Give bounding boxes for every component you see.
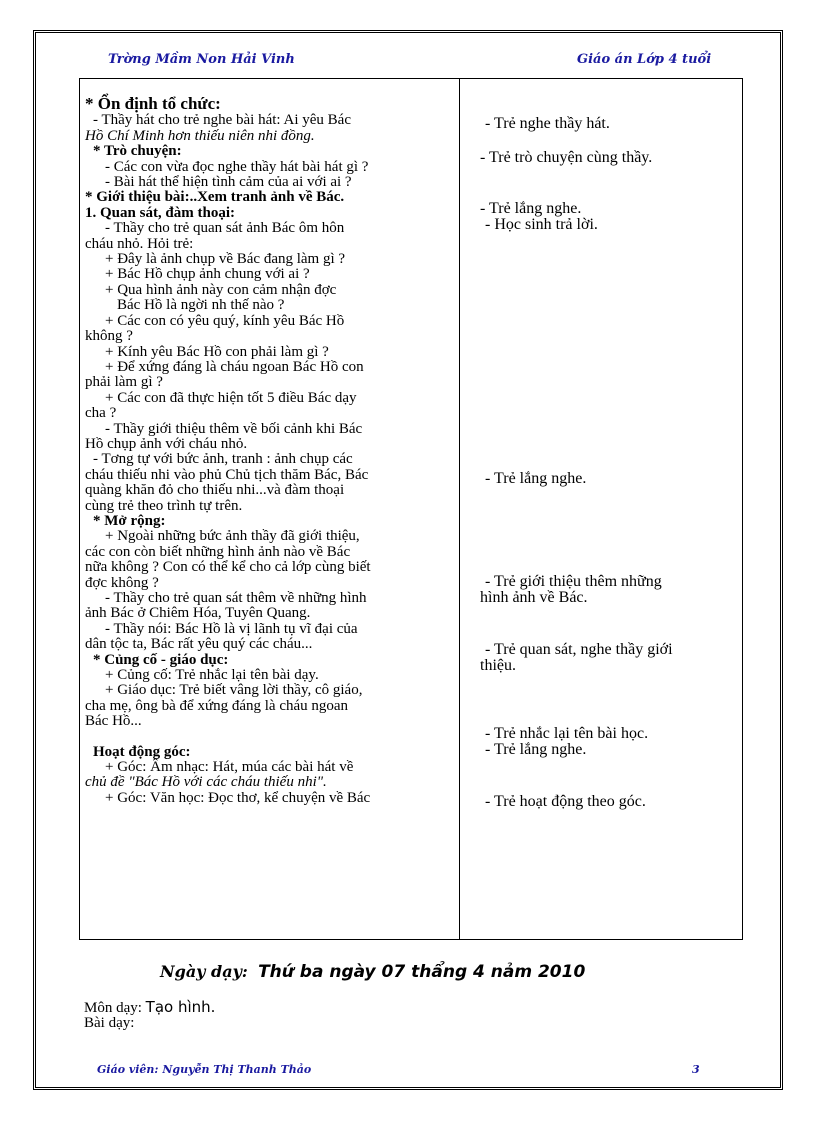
- question-line: + Các con có yêu quý, kính yêu Bác Hồ: [105, 312, 345, 329]
- subject-block: [84, 1000, 215, 1031]
- child-response: hình ảnh về Bác.: [480, 589, 588, 606]
- text-line: + Góc: Âm nhạc: Hát, múa các bài hát về: [105, 759, 354, 776]
- text-line: Bác Hồ...: [85, 713, 142, 730]
- lesson-plan-title: Giáo án Lớp 4 tuổi: [577, 52, 712, 67]
- question-line: + Đây là ảnh chụp về Bác đang làm gì ?: [105, 251, 346, 268]
- date-label: Ngày dạy:: [160, 962, 248, 981]
- text-line: - Các con vừa đọc nghe thầy hát bài hát gì ?: [105, 158, 369, 175]
- text-line: ảnh Bác ở Chiêm Hóa, Tuyên Quang.: [85, 605, 311, 622]
- section-heading: * Củng cố - giáo dục:: [93, 651, 229, 668]
- child-response: - Trẻ giới thiệu thêm những: [485, 573, 662, 590]
- question-line: phải làm gì ?: [85, 374, 163, 391]
- question-line: không ?: [85, 328, 133, 345]
- column-divider: [459, 79, 460, 939]
- lesson-label: Bài dạy:: [84, 1015, 135, 1031]
- text-line: cha mẹ, ông bà để xứng đáng là cháu ngoan: [85, 697, 349, 714]
- child-response: - Trẻ lắng nghe.: [485, 741, 587, 758]
- text-line: quàng khăn đỏ cho thiếu nhi...và đàm thoại: [85, 482, 345, 499]
- text-line: + Góc: Văn học: Đọc thơ, kể chuyện về Bác: [105, 789, 371, 806]
- text-line: - Thầy giới thiệu thêm về bối cảnh khi Bác: [105, 420, 363, 437]
- page-number: 3: [692, 1063, 700, 1076]
- section-heading: * Trò chuyện:: [93, 143, 182, 160]
- child-response: - Trẻ lắng nghe.: [485, 470, 587, 487]
- song-title-line: Hồ Chí Minh hơn thiếu niên nhi đồng.: [85, 127, 315, 144]
- question-line: Bác Hồ là ngời nh thế nào ?: [117, 297, 285, 314]
- text-line: cháu nhỏ. Hỏi trẻ:: [85, 235, 194, 252]
- child-response: - Trẻ nhắc lại tên bài học.: [485, 725, 649, 742]
- child-response: - Trẻ lắng nghe.: [480, 200, 582, 217]
- text-line: - Thầy cho trẻ quan sát ảnh Bác ôm hôn: [105, 220, 345, 237]
- teaching-date: [160, 962, 585, 982]
- child-response: thiệu.: [480, 657, 516, 674]
- text-line: nữa không ? Con có thể kể cho cả lớp cùng biết: [85, 559, 371, 576]
- section-heading: Hoạt động góc:: [93, 743, 191, 760]
- child-response: - Trẻ hoạt động theo góc.: [485, 793, 646, 810]
- child-response: - Học sinh trả lời.: [485, 216, 598, 233]
- section-heading: * Mở rộng:: [93, 512, 166, 529]
- question-line: + Để xứng đáng là cháu ngoan Bác Hồ con: [105, 358, 364, 375]
- section-heading: 1. Quan sát, đàm thoại:: [85, 204, 236, 221]
- lesson-table: [79, 78, 743, 940]
- text-line: + Giáo dục: Trẻ biết vâng lời thầy, cô giáo,: [105, 682, 363, 699]
- text-line: Hồ chụp ảnh với cháu nhỏ.: [85, 435, 248, 452]
- text-line: + Củng cố: Trẻ nhắc lại tên bài dạy.: [105, 667, 319, 684]
- text-line: - Bài hát thể hiện tình cảm của ai với ai ?: [105, 174, 352, 191]
- text-line: - Thầy hát cho trẻ nghe bài hát: Ai yêu Bác: [93, 112, 351, 129]
- child-response: - Trẻ trò chuyện cùng thầy.: [480, 149, 653, 166]
- text-line: chủ đề "Bác Hồ với các cháu thiếu nhi".: [85, 774, 327, 791]
- text-line: cùng trẻ theo trình tự trên.: [85, 497, 243, 514]
- text-line: - Tơng tự với bức ảnh, tranh : ảnh chụp các: [93, 451, 353, 468]
- subject-label: Môn dạy:: [84, 1000, 142, 1016]
- section-heading: * Giới thiệu bài:..Xem tranh ảnh về Bác.: [85, 189, 345, 206]
- text-line: + Ngoài những bức ảnh thầy đã giới thiệu,: [105, 528, 360, 545]
- text-line: đợc không ?: [85, 574, 159, 591]
- child-response: - Trẻ quan sát, nghe thầy giới: [485, 641, 673, 658]
- question-line: + Kính yêu Bác Hồ con phải làm gì ?: [105, 343, 329, 360]
- question-line: + Qua hình ảnh này con cảm nhận đợc: [105, 281, 337, 298]
- date-value: Thứ ba ngày 07 thẩng 4 nảm 2010: [258, 962, 586, 982]
- text-line: dân tộc ta, Bác rất yêu quý các cháu...: [85, 636, 313, 653]
- school-name: Trờng Mầm Non Hải Vinh: [108, 52, 295, 67]
- text-line: cháu thiếu nhi vào phủ Chủ tịch thăm Bác, Bác: [85, 466, 369, 483]
- question-line: cha ?: [85, 405, 117, 422]
- text-line: - Thầy cho trẻ quan sát thêm về những hình: [105, 590, 367, 606]
- teacher-name: Giáo viên: Nguyễn Thị Thanh Thảo: [97, 1063, 312, 1076]
- subject-value: Tạo hình.: [145, 998, 216, 1016]
- section-heading: * Ổn định tổ chức:: [85, 94, 221, 113]
- text-line: các con còn biết những hình ảnh nào về Bác: [85, 543, 351, 560]
- teacher-activity-column: [85, 96, 453, 806]
- question-line: + Các con đã thực hiện tốt 5 điều Bác dạy: [105, 389, 357, 406]
- question-line: + Bác Hồ chụp ảnh chung với ai ?: [105, 266, 310, 283]
- text-line: - Thầy nói: Bác Hồ là vị lãnh tụ vĩ đại của: [105, 620, 358, 637]
- child-response: - Trẻ nghe thầy hát.: [485, 115, 610, 132]
